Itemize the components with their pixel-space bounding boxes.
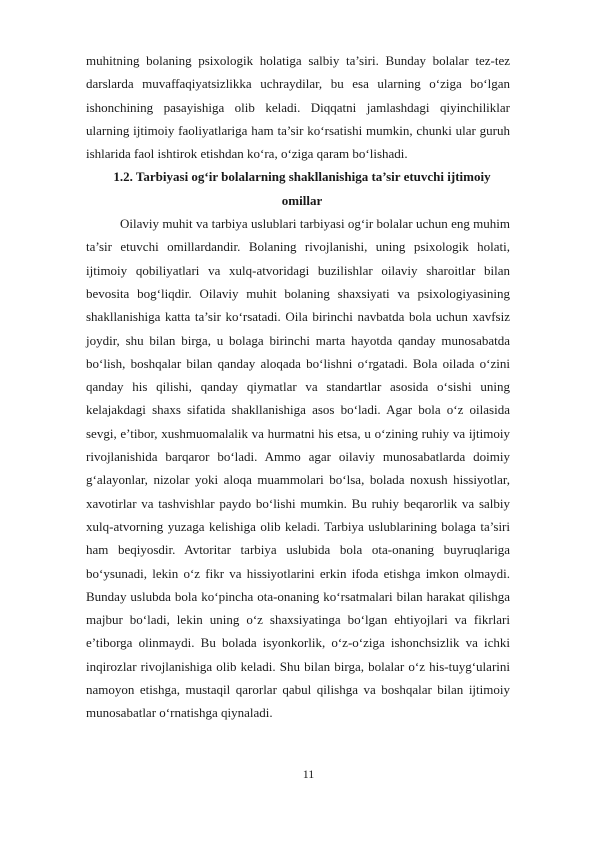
section-heading: 1.2. Tarbiyasi og‘ir bolalarning shakllanishiga ta’sir etuvchi ijtimoiy omillar [113,169,491,208]
body-paragraph: muhitning bolaning psixologik holatiga salbiy ta’siri. Bunday bolalar tez-tez darslarda muvaffaqiyatsizlikka uchraydilar, bu esa ularning o‘ziga bo‘lgan ishonchining pasayishiga olib keladi. Diqqatni jamlashdagi qiyinchiliklar ularning ijtimoiy faoliyatlariga ham ta’sir ko‘rsatishi mumkin, chunki ular guruh ishlarida faol ishtirok etishdan ko‘ra, o‘ziga qaram bo‘lishadi. [86,53,510,162]
page-body [86,49,510,725]
body-paragraph: Oilaviy muhit va tarbiya uslublari tarbiyasi og‘ir bolalar uchun eng muhim ta’sir etuvchi omillardandir. Bolaning rivojlanishi, uning psixologik holati, ijtimoiy qobiliyatlari va xulq-atvoridagi buzilishlar oilaviy sharoitlar bilan bevosita bog‘liqdir. Oilaviy muhit bolaning shaxsiyati va psixologiyasining shakllanishiga katta ta’sir ko‘rsatadi. Oila birinchi navbatda bola uchun xavfsiz joydir, shu bilan birga, u bolaga birinchi marta hayotda qanday munosabatda bo‘lish, boshqalar bilan qanday aloqada bo‘lishni o‘rgatadi. Bola oilada o‘zini qanday his qilishi, qanday qiymatlar va standartlar asosida o‘sishi uning kelajakdagi shaxs sifatida shakllanishiga asos bo‘ladi. Agar bola o‘z oilasida sevgi, e’tibor, xushmuomalalik va hurmatni his etsa, u o‘zining ruhiy va ijtimoiy rivojlanishida barqaror bo‘ladi. Ammo agar oilaviy munosabatlarda doimiy g‘alayonlar, nizolar yoki aloqa muammolari bo‘lsa, bolada noxush hissiyotlar, xavotirlar va tashvishlar paydo bo‘lishi mumkin. Bu ruhiy beqarorlik va salbiy xulq-atvorning yuzaga kelishiga olib keladi. Tarbiya uslublarining bolaga ta’siri ham beqiyosdir. Avtoritar tarbiya uslubida bola ota-onaning buyruqlariga bo‘ysunadi, lekin o‘z fikr va hissiyotlarini erkin ifoda etishga imkon olmaydi. Bunday uslubda bola ko‘pincha ota-onaning ko‘rsatmalari bilan harakat qilishga majbur bo‘ladi, lekin uning o‘z shaxsiyatinga bo‘lgan ehtiyojlari va fikrlari e’tiborga olinmaydi. Bu bolada isyonkorlik, o‘z-o‘ziga ishonchsizlik va ichki inqirozlar rivojlanishiga olib keladi. Shu bilan birga, bolalar o‘z his-tuyg‘ularini namoyon etishga, mustaqil qarorlar qabul qilishga va boshqalar bilan ijtimoiy munosabatlar o‘rnatishga qiynaladi. [86,216,510,721]
page-number: 11 [302,767,315,781]
